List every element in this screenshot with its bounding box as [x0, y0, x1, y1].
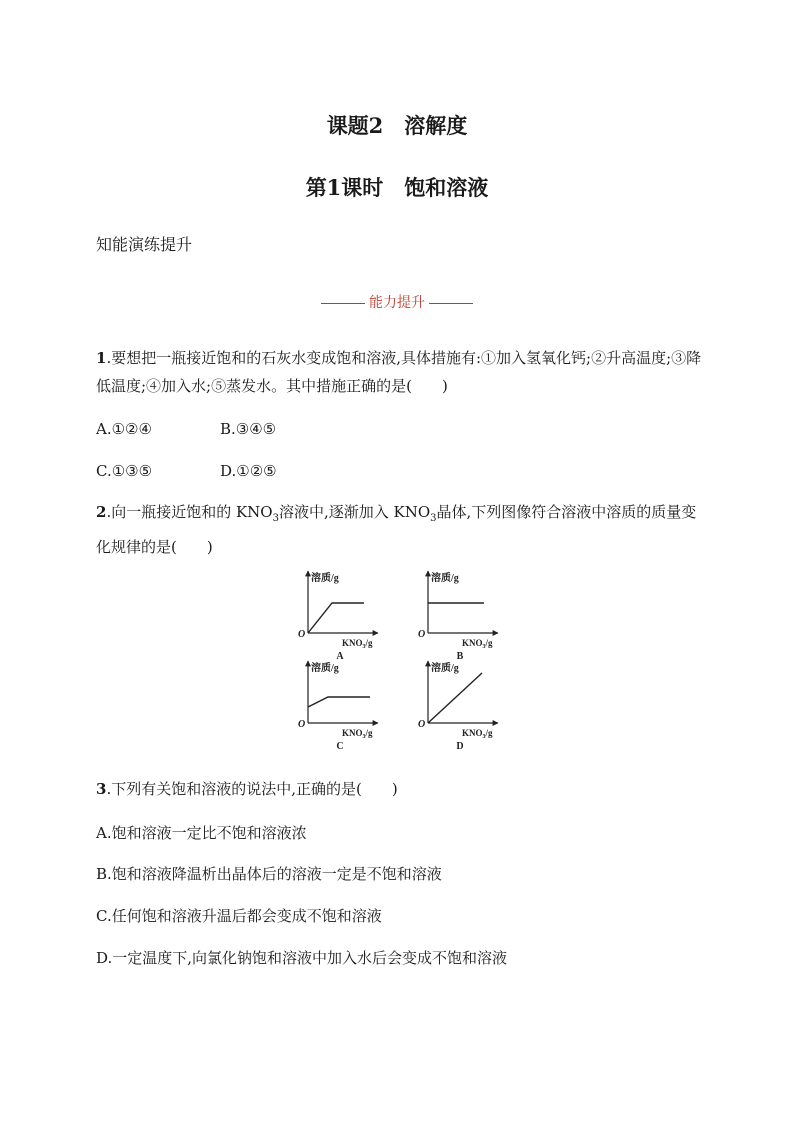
subscript: 3 — [430, 513, 437, 524]
q1-option-c: C.①③⑤ — [96, 462, 153, 480]
solute-curve — [308, 697, 370, 707]
question-number: 3 — [96, 780, 107, 798]
solute-curve — [428, 673, 482, 723]
solute-curve — [308, 603, 364, 633]
x-axis-label: $KNO_3/g$ — [342, 728, 373, 740]
question-3 — [96, 775, 706, 803]
question-number: 2 — [96, 503, 107, 521]
question-text-part: 晶体,下列图像符合溶液中溶质的质量变化规律的是( ) — [96, 503, 697, 556]
section-label: 知能演练提升 — [96, 235, 193, 254]
question-text: .要想把一瓶接近饱和的石灰水变成饱和溶液,具体措施有:①加入氢氧化钙;②升高温度;③降低温度;④加入水;⑤蒸发水。其中措施正确的是( ) — [96, 349, 702, 395]
panel-label: A — [336, 651, 344, 662]
x-axis-label: $KNO_3/g$ — [462, 638, 493, 650]
y-axis-label: 溶质/g — [431, 573, 459, 584]
q1-option-b: B.③④⑤ — [220, 420, 277, 438]
panel-label: B — [456, 651, 464, 662]
y-axis-label: 溶质/g — [431, 663, 459, 674]
section-divider — [0, 292, 794, 312]
panel-label: D — [456, 741, 464, 752]
question-number: 1 — [96, 349, 107, 367]
panel-label: C — [336, 741, 344, 752]
graph-panel-b — [418, 571, 498, 662]
question-text-part: .向一瓶接近饱和的 KNO — [106, 503, 273, 521]
q3-option-a: A.饱和溶液一定比不饱和溶液浓 — [96, 824, 307, 842]
subscript: 3 — [272, 513, 279, 524]
origin-label: O — [418, 629, 426, 640]
origin-label: O — [298, 719, 306, 730]
graph-options-figure — [290, 565, 510, 760]
origin-label: O — [298, 629, 306, 640]
lesson-subtitle: 第1课时 饱和溶液 — [305, 175, 489, 200]
divider-line-right — [429, 303, 473, 304]
y-axis-label: 溶质/g — [311, 573, 339, 584]
question-1 — [96, 344, 706, 400]
question-text-part: 溶液中,逐渐加入 KNO — [278, 503, 431, 521]
origin-label: O — [418, 719, 426, 730]
x-axis-label: $KNO_3/g$ — [342, 638, 373, 650]
page-title: 课题2 溶解度 — [326, 113, 468, 138]
question-text: .下列有关饱和溶液的说法中,正确的是( ) — [106, 780, 398, 798]
divider-line-left — [321, 303, 365, 304]
graph-panel-a — [298, 571, 378, 662]
x-axis-label: $KNO_3/g$ — [462, 728, 493, 740]
graph-panel-d — [418, 661, 498, 752]
q3-option-d: D.一定温度下,向氯化钠饱和溶液中加入水后会变成不饱和溶液 — [96, 949, 508, 967]
question-2 — [96, 498, 706, 561]
graph-panel-c — [298, 661, 378, 752]
q3-option-c: C.任何饱和溶液升温后都会变成不饱和溶液 — [96, 907, 382, 925]
y-axis-label: 溶质/g — [311, 663, 339, 674]
q1-option-d: D.①②⑤ — [220, 462, 277, 480]
divider-label: 能力提升 — [369, 295, 425, 311]
q3-option-b: B.饱和溶液降温析出晶体后的溶液一定是不饱和溶液 — [96, 865, 442, 883]
q1-option-a: A.①②④ — [96, 420, 152, 438]
